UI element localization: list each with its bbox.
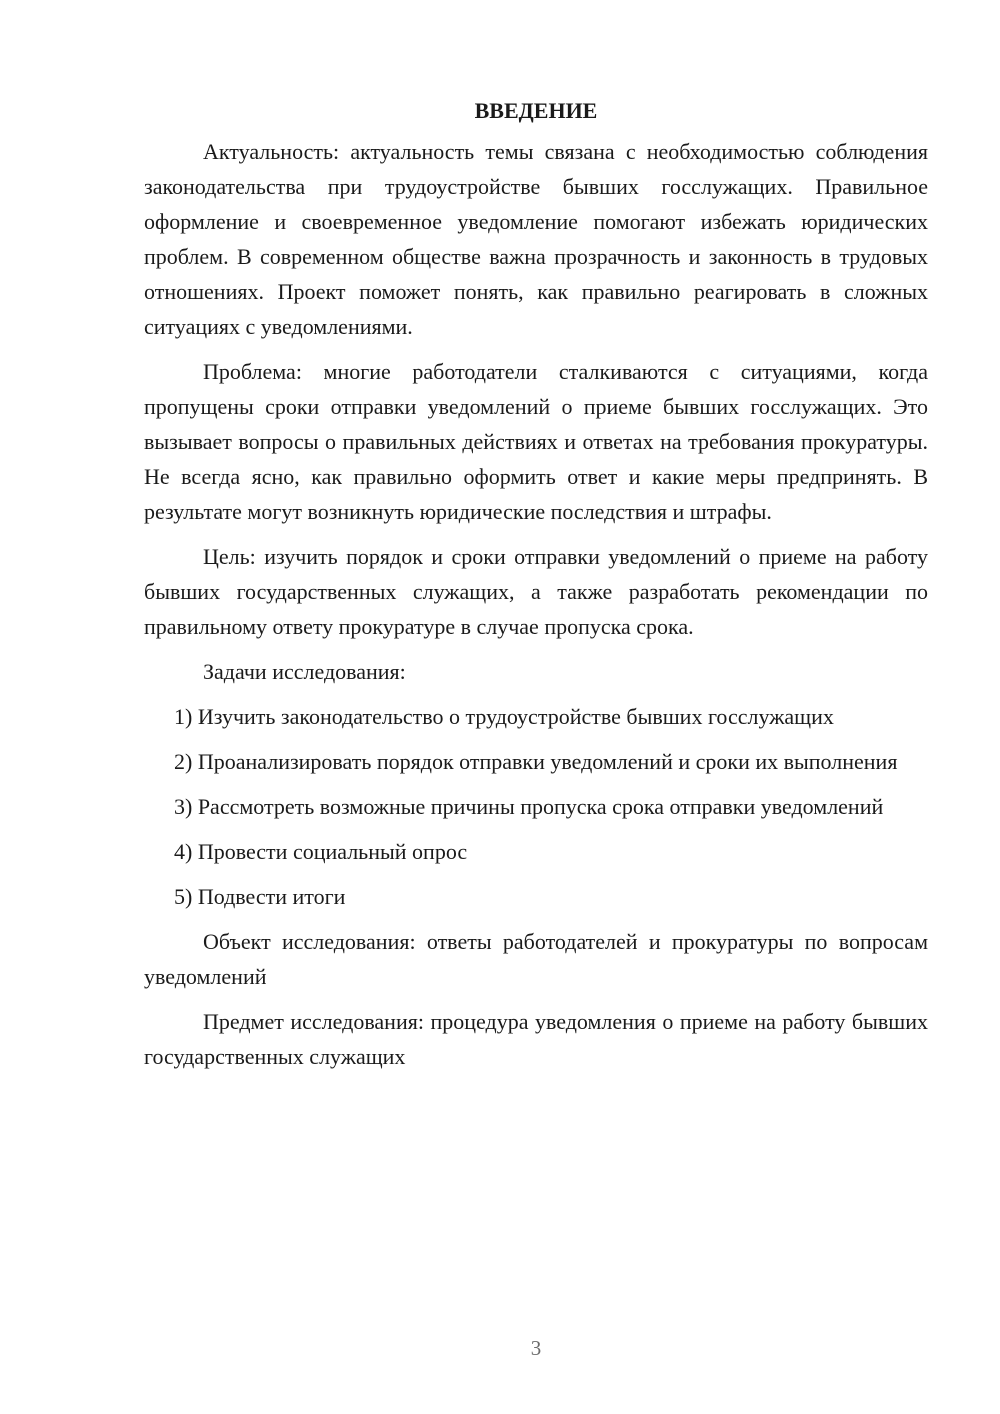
task-item: 5) Подвести итоги bbox=[174, 884, 346, 909]
page-number: 3 bbox=[530, 1336, 542, 1360]
subject-paragraph: Предмет исследования: процедура уведомления о приеме на работу бывших государственных служащих bbox=[144, 1009, 928, 1069]
object-paragraph: Объект исследования: ответы работодателей и прокуратуры по вопросам уведомлений bbox=[144, 929, 928, 989]
section-title: ВВЕДЕНИЕ bbox=[474, 98, 598, 123]
task-item: 4) Провести социальный опрос bbox=[174, 839, 468, 864]
relevance-paragraph: Актуальность: актуальность темы связана с необходимостью соблюдения законодательства при трудоустройстве бывших госслужащих. Правильное оформление и своевременное уведомление помогают избежать юридических проблем. В современном обществе важна прозрачность и законность в трудовых отношениях. Проект поможет понять, как правильно реагировать в сложных ситуациях с уведомлениями. bbox=[144, 139, 928, 339]
goal-paragraph: Цель: изучить порядок и сроки отправки уведомлений о приеме на работу бывших государственных служащих, а также разработать рекомендации по правильному ответу прокуратуре в случае пропуска срока. bbox=[144, 544, 928, 639]
page-content bbox=[144, 93, 928, 1084]
task-item: 3) Рассмотреть возможные причины пропуска срока отправки уведомлений bbox=[174, 794, 884, 819]
tasks-heading: Задачи исследования: bbox=[203, 659, 406, 684]
task-item: 2) Проанализировать порядок отправки уведомлений и сроки их выполнения bbox=[174, 749, 898, 774]
problem-paragraph: Проблема: многие работодатели сталкиваются с ситуациями, когда пропущены сроки отправки уведомлений о приеме бывших госслужащих. Это вызывает вопросы о правильных действиях и ответах на требования прокуратуры. Не всегда ясно, как правильно оформить ответ и какие меры предпринять. В результате могут возникнуть юридические последствия и штрафы. bbox=[144, 359, 928, 524]
task-item: 1) Изучить законодательство о трудоустройстве бывших госслужащих bbox=[174, 704, 834, 729]
